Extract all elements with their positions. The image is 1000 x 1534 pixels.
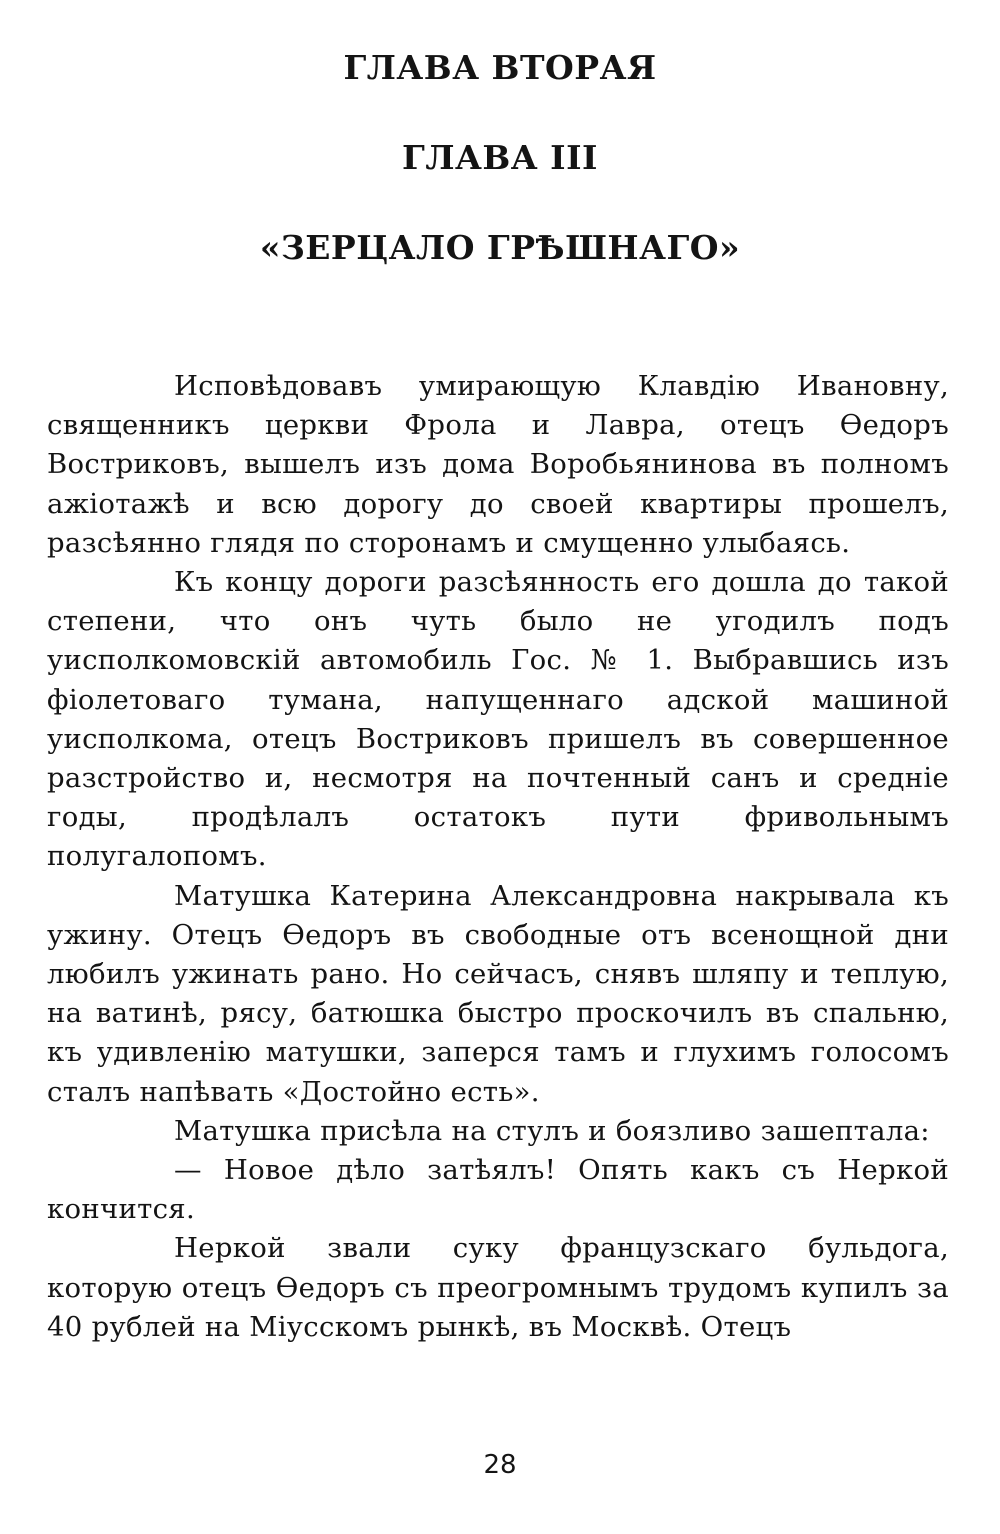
page-number: 28	[483, 1450, 517, 1480]
paragraph: — Новое дѣло затѣялъ! Опять какъ съ Неркой кончится.	[47, 1154, 949, 1226]
paragraph: Исповѣдовавъ умирающую Клавдію Ивановну, священникъ церкви Фрола и Лавра, отецъ Ѳедоръ Востриковъ, вышелъ изъ дома Воробьянинова въ полномъ ажіотажѣ и всю дорогу до своей квартиры прошелъ, разсѣянно глядя по сторонамъ и смущенно улыбаясь.	[47, 370, 949, 559]
paragraph: Матушка присѣла на стулъ и боязливо зашептала:	[174, 1114, 930, 1147]
paragraph: Матушка Катерина Александровна накрывала къ ужину. Отецъ Ѳедоръ въ свободные отъ всенощной дни любилъ ужинать рано. Но сейчасъ, снявъ шляпу и теплую, на ватинѣ, рясу, батюшка быстро проскочилъ въ спальню, къ удивленію матушки, заперся тамъ и глухимъ голосомъ сталъ напѣвать «Достойно есть».	[47, 879, 949, 1108]
chapter-number: ГЛАВА III	[402, 138, 598, 177]
chapter-title: «ЗЕРЦАЛО ГРѢШНАГО»	[259, 228, 741, 267]
chapter-text	[47, 367, 949, 1347]
paragraph: Къ концу дороги разсѣянность его дошла до такой степени, что онъ чуть было не угодилъ подъ уисполкомовскій автомобиль Гос. № 1. Выбравшись изъ фіолетоваго тумана, напущеннаго адской машиной уисполкома, отецъ Востриковъ пришелъ въ совершенное разстройство и, несмотря на почтенный санъ и средніе годы, продѣлалъ остатокъ пути фривольнымъ полугалопомъ.	[47, 566, 949, 873]
part-title: ГЛАВА ВТОРАЯ	[343, 48, 657, 87]
paragraph: Неркой звали суку французскаго бульдога, которую отецъ Ѳедоръ съ преогромнымъ трудомъ купилъ за 40 рублей на Міусскомъ рынкѣ, въ Москвѣ. Отецъ	[47, 1232, 949, 1343]
